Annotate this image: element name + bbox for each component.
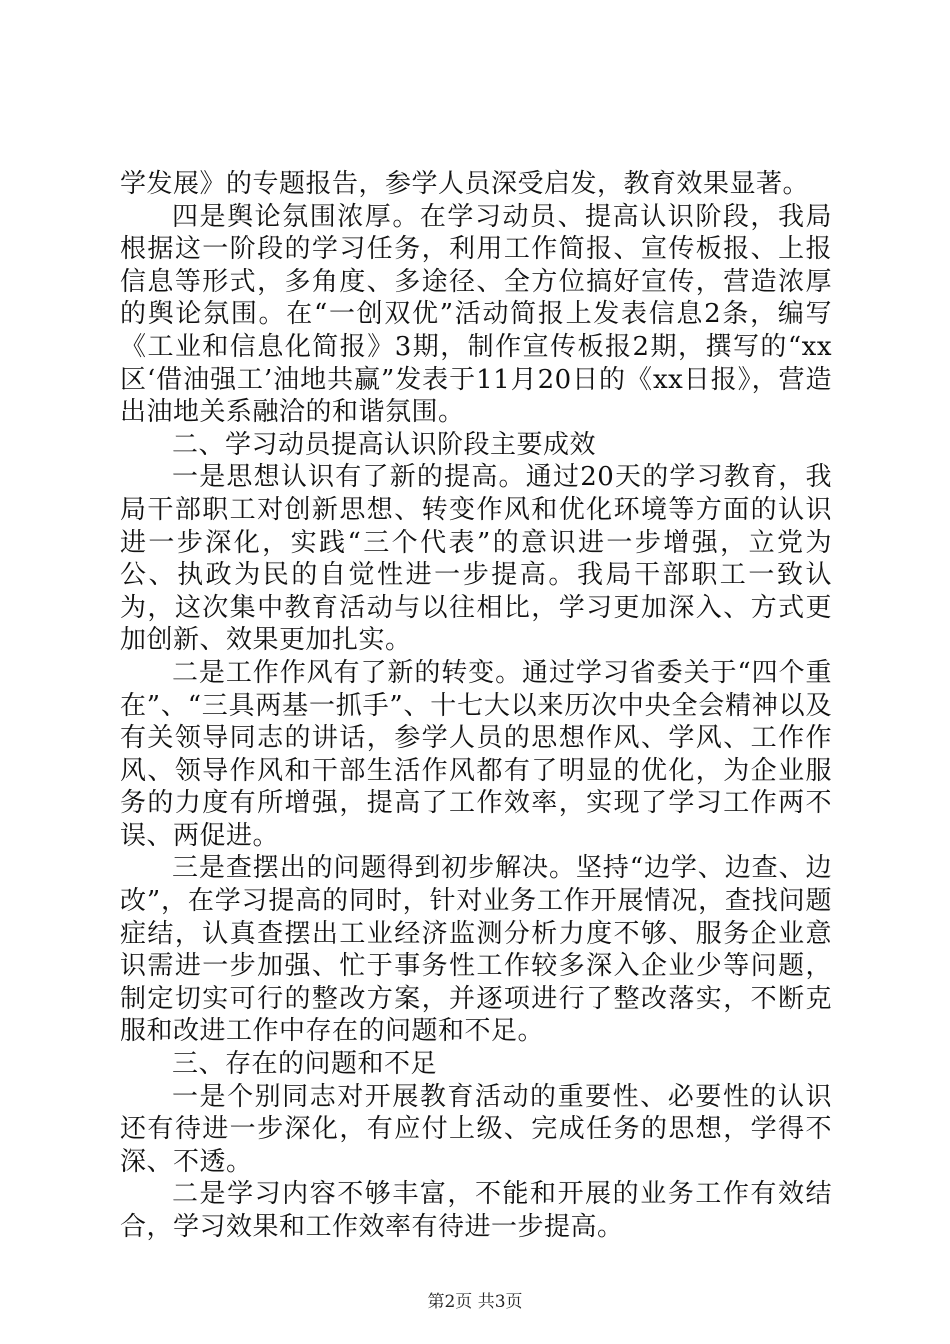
- document-body: [120, 168, 832, 1244]
- paragraph-continuation: 学发展》的专题报告，参学人员深受启发，教育效果显著。: [120, 169, 810, 199]
- section-heading-results: 二、学习动员提高认识阶段主要成效: [172, 429, 597, 460]
- page-footer: 第2页 共3页: [427, 1292, 523, 1312]
- paragraph-thinking: 一是思想认识有了新的提高。通过20天的学习教育，我局干部职工对创新思想、转变作风和优化环境等方面的认识进一步深化，实践“三个代表”的意识进一步增强，立党为公、执政为民的自觉性进一步提高。我局干部职工一致认为，这次集中教育活动与以往相比，学习更加深入、方式更加创新、效果更加扎实。: [120, 462, 832, 656]
- section-heading-issues: 三、存在的问题和不足: [172, 1049, 438, 1080]
- paragraph-publicity: 四是舆论氛围浓厚。在学习动员、提高认识阶段，我局根据这一阶段的学习任务，利用工作简报、宣传板报、上报信息等形式，多角度、多途径、全方位搞好宣传，营造浓厚的舆论氛围。在“一创双优”活动简报上发表信息2条，编写《工业和信息化简报》3期，制作宣传板报2期，撰写的“xx区‘借油强工’油地共赢”发表于11月20日的《xx日报》，营造出油地关系融洽的和谐氛围。: [120, 201, 832, 428]
- paragraph-issue-one: 一是个别同志对开展教育活动的重要性、必要性的认识还有待进一步深化，有应付上级、完成任务的思想，学得不深、不透。: [120, 1081, 832, 1177]
- paragraph-problems-solved: 三是查摆出的问题得到初步解决。坚持“边学、边查、边改”，在学习提高的同时，针对业务工作开展情况，查找问题症结，认真查摆出工业经济监测分析力度不够、服务企业意识需进一步加强、忙于事务性工作较多深入企业少等问题，制定切实可行的整改方案，并逐项进行了整改落实，不断克服和改进工作中存在的问题和不足。: [120, 853, 832, 1047]
- paragraph-work-style: 二是工作作风有了新的转变。通过学习省委关于“四个重在”、“三具两基一抓手”、十七大以来历次中央全会精神以及有关领导同志的讲话，参学人员的思想作风、学风、工作作风、领导作风和干部生活作风都有了明显的优化，为企业服务的力度有所增强，提高了工作效率，实现了学习工作两不误、两促进。: [120, 657, 832, 851]
- paragraph-issue-two: 二是学习内容不够丰富，不能和开展的业务工作有效结合，学习效果和工作效率有待进一步提高。: [120, 1179, 832, 1242]
